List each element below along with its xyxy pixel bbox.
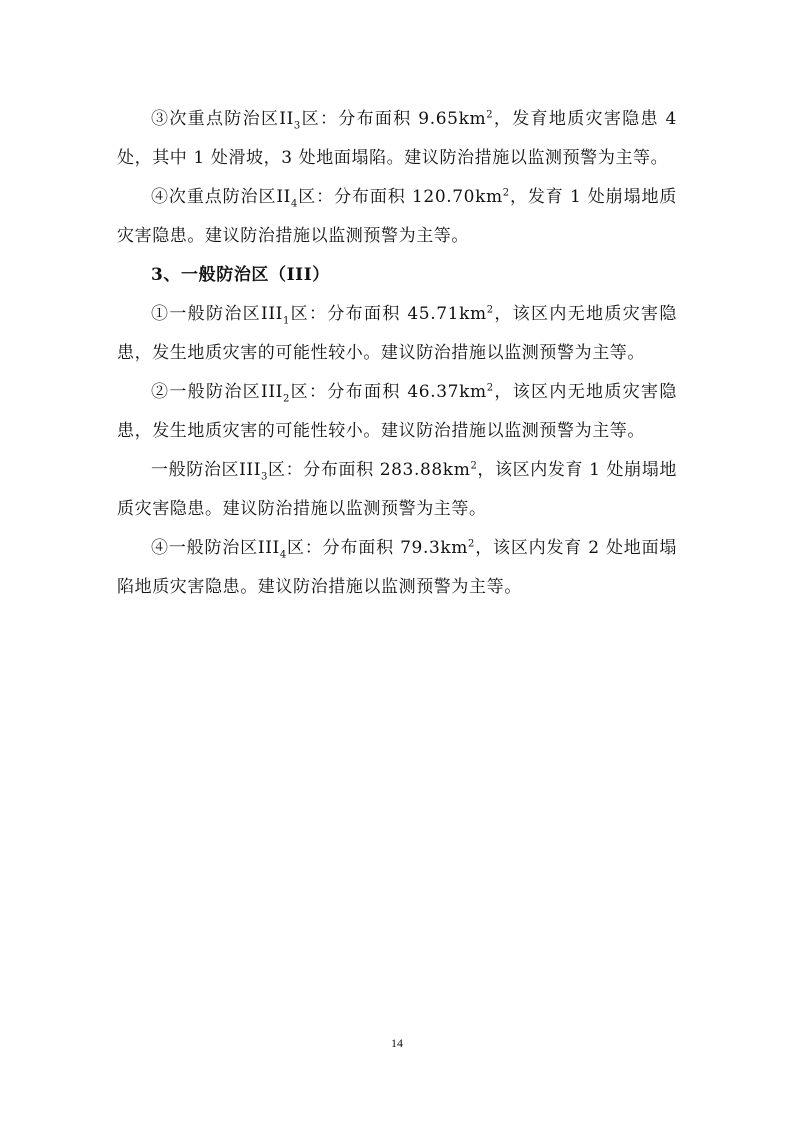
zone-name: ①一般防治区III <box>151 304 283 324</box>
zone-subscript: 4 <box>290 198 298 210</box>
zone-name: ③次重点防治区II <box>151 109 294 129</box>
paragraph-zone-III1 <box>117 295 677 373</box>
area-text: 区：分布面积 45.71km <box>289 304 487 324</box>
zone-name: 一般防治区III <box>151 460 262 480</box>
zone-subscript: 3 <box>261 471 268 483</box>
zone-name: ④一般防治区III <box>151 538 280 558</box>
paragraph-text: ，发育地质灾害隐患 4 处，其中 1 处滑坡，3 处地面塌陷。建议防治措施以监测预警为主等。 <box>117 109 677 168</box>
area-text: 区：分布面积 120.70km <box>297 187 503 207</box>
area-text: 区：分布面积 46.37km <box>289 382 487 402</box>
paragraph-text: ，发育 1 处崩塌地质灾害隐患。建议防治措施以监测预警为主等。 <box>117 187 677 246</box>
area-superscript: 2 <box>468 538 475 550</box>
paragraph-text: ，该区内发育 2 处地面塌陷地质灾害隐患。建议防治措施以监测预警为主等。 <box>117 538 677 597</box>
paragraph-zone-III4 <box>117 529 677 607</box>
area-superscript: 2 <box>486 304 494 316</box>
page-body <box>117 100 677 607</box>
area-superscript: 2 <box>486 109 494 121</box>
zone-name: ④次重点防治区II <box>151 187 291 207</box>
zone-subscript: 4 <box>279 549 287 561</box>
area-text: 区：分布面积 283.88km <box>268 460 471 480</box>
page-number: 14 <box>391 1036 403 1050</box>
paragraph-zone-II4 <box>117 178 677 256</box>
section-heading: 3、一般防治区（III） <box>151 265 330 285</box>
paragraph-zone-III3 <box>117 451 677 529</box>
area-text: 区：分布面积 9.65km <box>300 109 487 129</box>
paragraph-text: ，该区内无地质灾害隐患，发生地质灾害的可能性较小。建议防治措施以监测预警为主等。 <box>117 304 677 363</box>
zone-name: ②一般防治区III <box>151 382 283 402</box>
zone-subscript: 2 <box>282 393 290 405</box>
zone-subscript: 1 <box>282 315 290 327</box>
area-superscript: 2 <box>502 187 510 199</box>
zone-subscript: 3 <box>293 120 301 132</box>
paragraph-zone-II3 <box>117 100 677 178</box>
paragraph-zone-III2 <box>117 373 677 451</box>
area-superscript: 2 <box>486 382 494 394</box>
paragraph-text: ，该区内发育 1 处崩塌地质灾害隐患。建议防治措施以监测预警为主等。 <box>117 460 678 519</box>
paragraph-text: ，该区内无地质灾害隐患，发生地质灾害的可能性较小。建议防治措施以监测预警为主等。 <box>117 382 677 441</box>
area-superscript: 2 <box>470 460 478 472</box>
area-text: 区：分布面积 79.3km <box>286 538 469 558</box>
